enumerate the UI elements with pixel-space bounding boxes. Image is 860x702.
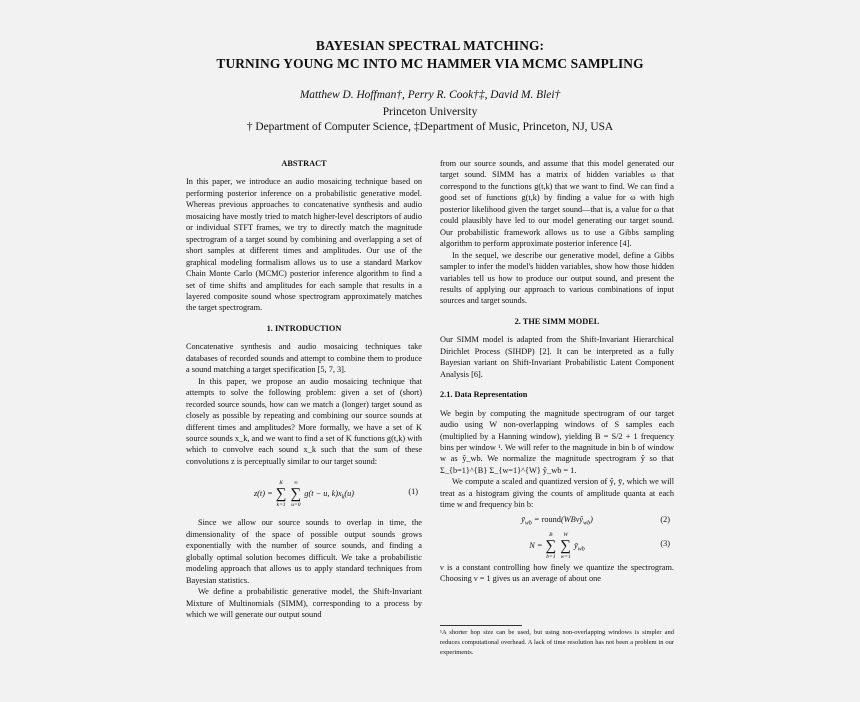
department-list: † Department of Computer Science, ‡Department of Music, Princeton, NJ, USA xyxy=(246,121,614,133)
intro-paragraph: In the sequel, we describe our generative model, define a Gibbs sampler to infer the model's hidden variables, show how those hidden variables tell us how to produce our output sound, and present the results of applying our approach to various combinations of input sources and target sounds. xyxy=(440,250,674,306)
data-representation-paragraph: We compute a scaled and quantized version of ŷ, ȳ, which we will treat as a histogram giving the counts of amplitude quanta at each time w and frequency bin b: xyxy=(440,477,674,510)
equation-2 xyxy=(440,511,674,528)
abstract-text: In this paper, we introduce an audio mosaicing technique based on performing posterior inference on a probabilistic generative model. Whereas previous approaches to concatenative synthesis and audio mosaicing have mostly tried to match higher-level descriptors of audio or individual STFT frames, we try to directly match the magnitude spectrogram of a target sound by combining and overlapping a set of short samples at different times and amplitudes. Our use of the graphical modeling formalism allows us to use a standard Markov Chain Monte Carlo (MCMC) posterior inference algorithm to find a set of time shifts and amplitudes for each sample that results in a layered composite sound whose spectrogram approximately matches the target spectrogram. xyxy=(186,177,422,313)
simm-heading: 2. THE SIMM MODEL xyxy=(514,316,600,326)
intro-paragraph: Since we allow our source sounds to overlap in time, the dimensionality of the space of possible output sounds grows exponentially with the number of source sounds, and finding a globally optimal solution becomes difficult. We take a probabilistic modeling approach that allows us to apply standard techniques from Bayesian statistics. xyxy=(186,518,422,585)
data-representation-paragraph: We begin by computing the magnitude spectrogram of our target audio using W non-overlapping windows of S samples each (multiplied by a Hanning window), yielding B = S/2 + 1 frequency bins per window ¹. We will refer to the magnitude in bin b of window w as ŷ_wb. We normalize the magnitude spectrogram ŷ so that Σ_{b=1}^{B} Σ_{w=1}^{W} ŷ_wb = 1. xyxy=(440,408,674,475)
equation-3-body: N = B ∑ b=1 W ∑ w=1 $ȳ_{wb}$ xyxy=(529,531,585,560)
equation-2-number: (2) xyxy=(660,514,670,524)
left-column xyxy=(186,158,422,620)
intro-paragraph: We define a probabilistic generative model, the Shift-Invariant Mixture of Multinomials (SIMM), corresponding to a process by which we will generate our output sound xyxy=(186,587,422,619)
data-representation-paragraph: ν is a constant controlling how finely we quantize the spectrogram. Choosing ν = 1 gives us an average of about one xyxy=(440,562,674,584)
footnote: ¹A shorter hop size can be used, but using non-overlapping windows is simpler and reduces computational overhead. A lack of time resolution has not been a problem in our experiments. xyxy=(440,629,674,656)
simm-paragraph: Our SIMM model is adapted from the Shift-Invariant Hierarchical Dirichlet Process (SIHDP) [2]. It can be interpreted as a fully Bayesian variant on Shift-Invariant Probabilistic Latent Component Analysis [6]. xyxy=(440,335,674,379)
institution: Princeton University xyxy=(382,106,478,118)
equation-3 xyxy=(440,528,674,562)
intro-paragraph: from our source sounds, and assume that this model generated our target sound. SIMM has a matrix of hidden variables ω that correspond to the functions g(t,k) that we want to find. We can find a good set of functions g(t,k) by finding a value for ω with high posterior likelihood given the target sound—that is, a value for ω that could plausibly have led to our model generating our target sound. Our probabilistic framework allows us to use a Gibbs sampling algorithm to perform approximate posterior inference [4]. xyxy=(440,159,674,249)
intro-paragraph: Concatenative synthesis and audio mosaicing techniques take databases of recorded sounds and attempt to combine them to produce a sound matching a target specification [5, 7, 3]. xyxy=(186,342,422,375)
intro-paragraph: In this paper, we propose an audio mosaicing technique that attempts to solve the following problem: given a set of (short) recorded source sounds, how can we match a (longer) target sound as closely as possible by repeating and combining our source sounds at different times and amplitudes? More formally, we have a set of K source sounds x_k, and we want to find a set of K functions g(t,k) with which to convolve each sound x_k such that the sum of these convolutions z is perceptually similar to our target sound: xyxy=(186,376,422,466)
equation-1-body: z(t) = K ∑ k=1 ∞ ∑ u=0 g(t − u, $k)x_k(u)$ xyxy=(253,480,355,509)
equation-1 xyxy=(186,467,422,517)
abstract-heading: ABSTRACT xyxy=(281,159,327,168)
paper-title-line2: TURNING YOUNG MC INTO MC HAMMER VIA MCMC SAMPLING xyxy=(216,56,644,71)
author-list: Matthew D. Hoffman†, Perry R. Cook†‡, David M. Blei† xyxy=(299,89,561,101)
equation-2-body: $ȳ_{wb}$ = round(WBνŷ$_{wb}$) xyxy=(521,514,593,527)
paper-title-line1: BAYESIAN SPECTRAL MATCHING: xyxy=(315,38,545,53)
equation-1-number: (1) xyxy=(408,487,418,497)
right-column xyxy=(440,158,674,585)
data-representation-heading: 2.1. Data Representation xyxy=(440,390,528,400)
equation-3-number: (3) xyxy=(660,538,670,548)
introduction-heading: 1. INTRODUCTION xyxy=(266,323,342,333)
footnote-rule xyxy=(440,625,522,626)
